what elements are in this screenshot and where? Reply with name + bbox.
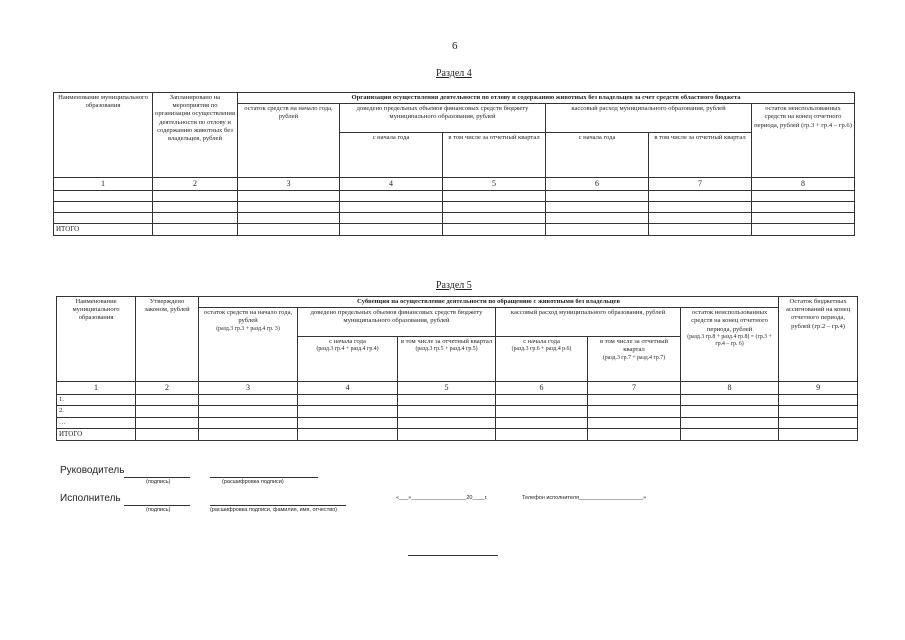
s4-col-number: 3 xyxy=(238,178,340,191)
s5-col-number: 2 xyxy=(136,382,199,395)
s4-header-expense-ytd: с начала года xyxy=(546,133,649,178)
head-decode-hint: (расшифровка подписи) xyxy=(222,479,284,485)
s4-header-expense-quarter: в том числе за отчетный квартал xyxy=(649,133,752,178)
s5-header-allocated-quarter xyxy=(398,337,496,382)
s5-row-label: … xyxy=(57,417,136,428)
section-5-title: Раздел 5 xyxy=(436,280,472,291)
section-4-title: Раздел 4 xyxy=(436,68,472,79)
s4-header-planned: Запланировано на мероприятия по организации осуществления деятельности по отлову и содержанию животных без владельцев, рублей xyxy=(153,93,238,178)
table-row xyxy=(54,202,855,213)
executor-sign-hint: (подпись) xyxy=(146,507,171,513)
s4-header-balance-end: остаток неиспользованных средств на конец отчетного периода, рублей (гр.3 + гр.4 – гр.6) xyxy=(752,104,855,178)
executor-decode-line xyxy=(210,504,346,506)
s4-total-row xyxy=(54,224,855,236)
s5-balance-start-note: (разд.3 гр.3 + разд.4 гр. 3) xyxy=(216,325,280,332)
s5-header-expense-quarter xyxy=(588,337,681,382)
s5-header-name: Наименование муниципального образования xyxy=(57,297,136,382)
s5-header-budget-balance: Остаток бюджетных ассигнований на конец отчетного периода, рублей (гр.2 – гр.4) xyxy=(779,297,858,382)
s5-col-number: 4 xyxy=(298,382,398,395)
table-row xyxy=(57,406,858,417)
table-row xyxy=(57,395,858,406)
s5-header-approved: Утверждено законом, рублей xyxy=(136,297,199,382)
executor-label: Исполнитель xyxy=(60,493,121,504)
s5-header-balance-start xyxy=(199,308,298,382)
head-signature-line xyxy=(124,476,190,478)
s4-col-number: 8 xyxy=(752,178,855,191)
date-field: «___»__________________20____г. xyxy=(396,495,488,501)
table-row xyxy=(54,213,855,224)
page-number: 6 xyxy=(452,40,458,52)
s5-allocated-ytd-note: (разд.3 гр.4 + разд.4 гр.4) xyxy=(316,346,379,353)
s5-allocated-quarter-note: (разд.3 гр.5 + разд.4 гр.5) xyxy=(415,346,478,353)
s4-header-allocated-ytd: с начала года xyxy=(340,133,443,178)
s5-expense-quarter-label: в том числе за отчетный квартал xyxy=(599,338,669,354)
s5-col-number: 5 xyxy=(398,382,496,395)
s5-col-number: 3 xyxy=(199,382,298,395)
s4-header-allocated: доведено предельных объемов финансовых средств бюджету муниципального образования, рублей xyxy=(340,104,546,133)
s4-total-label: ИТОГО xyxy=(54,224,153,236)
s5-header-group: Субвенция на осуществление деятельности по обращению с животными без владельцев xyxy=(199,297,779,308)
s5-expense-quarter-note: (разд.3 гр.7 + разд.4 гр.7) xyxy=(602,354,666,361)
executor-decode-hint: (расшифровка подписи, фамилия, имя, отчество) xyxy=(210,507,337,513)
s5-col-number: 6 xyxy=(496,382,588,395)
s5-col-number: 7 xyxy=(588,382,681,395)
s5-balance-start-label: остаток средств на начало года, рублей xyxy=(203,309,293,325)
s5-header-balance-end xyxy=(681,308,779,382)
s4-header-name: Наименование муниципального образования xyxy=(54,93,153,178)
head-sign-hint: (подпись) xyxy=(146,479,171,485)
s5-header-cash-expense: кассовый расход муниципального образования, рублей xyxy=(496,308,681,337)
s5-expense-ytd-label: с начала года xyxy=(523,338,560,346)
s5-expense-ytd-note: (разд.3 гр.6 + разд.4 р.6) xyxy=(511,346,572,353)
s5-row-label: 2. xyxy=(57,406,136,417)
s4-col-number: 6 xyxy=(546,178,649,191)
s5-balance-end-note: (разд.3 гр.8 + разд.4 гр.8) = (гр.3 + гр.4 – гр. 6) xyxy=(687,333,772,348)
s5-header-expense-ytd xyxy=(496,337,588,382)
s5-balance-end-label: остаток неиспользованных средств на конец отчетного периода, рублей xyxy=(691,309,768,333)
head-label: Руководитель xyxy=(60,465,125,476)
footer-divider xyxy=(408,554,498,556)
s5-allocated-quarter-label: в том числе за отчетный квартал xyxy=(400,338,493,346)
section-5-table xyxy=(56,296,858,441)
s5-allocated-ytd-label: с начала года xyxy=(329,338,366,346)
s5-total-label: ИТОГО xyxy=(57,428,136,440)
s4-col-number: 7 xyxy=(649,178,752,191)
s4-header-balance-start: остаток средств на начало года, рублей xyxy=(238,104,340,178)
s5-total-row xyxy=(57,428,858,440)
s4-header-allocated-quarter: в том числе за отчетный квартал xyxy=(443,133,546,178)
s5-col-number: 8 xyxy=(681,382,779,395)
s4-col-number: 2 xyxy=(153,178,238,191)
head-decode-line xyxy=(210,476,318,478)
table-row xyxy=(57,417,858,428)
section-4-table xyxy=(53,92,855,236)
s5-col-number: 1 xyxy=(57,382,136,395)
s5-col-number: 9 xyxy=(779,382,858,395)
s4-header-cash-expense: кассовый расход муниципального образования, рублей xyxy=(546,104,752,133)
phone-field: Телефон исполнителя_____________________» xyxy=(522,495,647,501)
s4-header-group: Организация осуществления деятельности по отлову и содержанию животных без владельцев за счет средств областного бюджета xyxy=(238,93,855,104)
s5-header-allocated-ytd xyxy=(298,337,398,382)
s4-col-number: 5 xyxy=(443,178,546,191)
s4-col-number: 4 xyxy=(340,178,443,191)
s4-col-number: 1 xyxy=(54,178,153,191)
s5-header-allocated: доведено предельных объемов финансовых средств бюджету муниципального образования, рублей xyxy=(298,308,496,337)
table-row xyxy=(54,191,855,202)
executor-signature-line xyxy=(124,504,190,506)
s5-row-label: 1. xyxy=(57,395,136,406)
